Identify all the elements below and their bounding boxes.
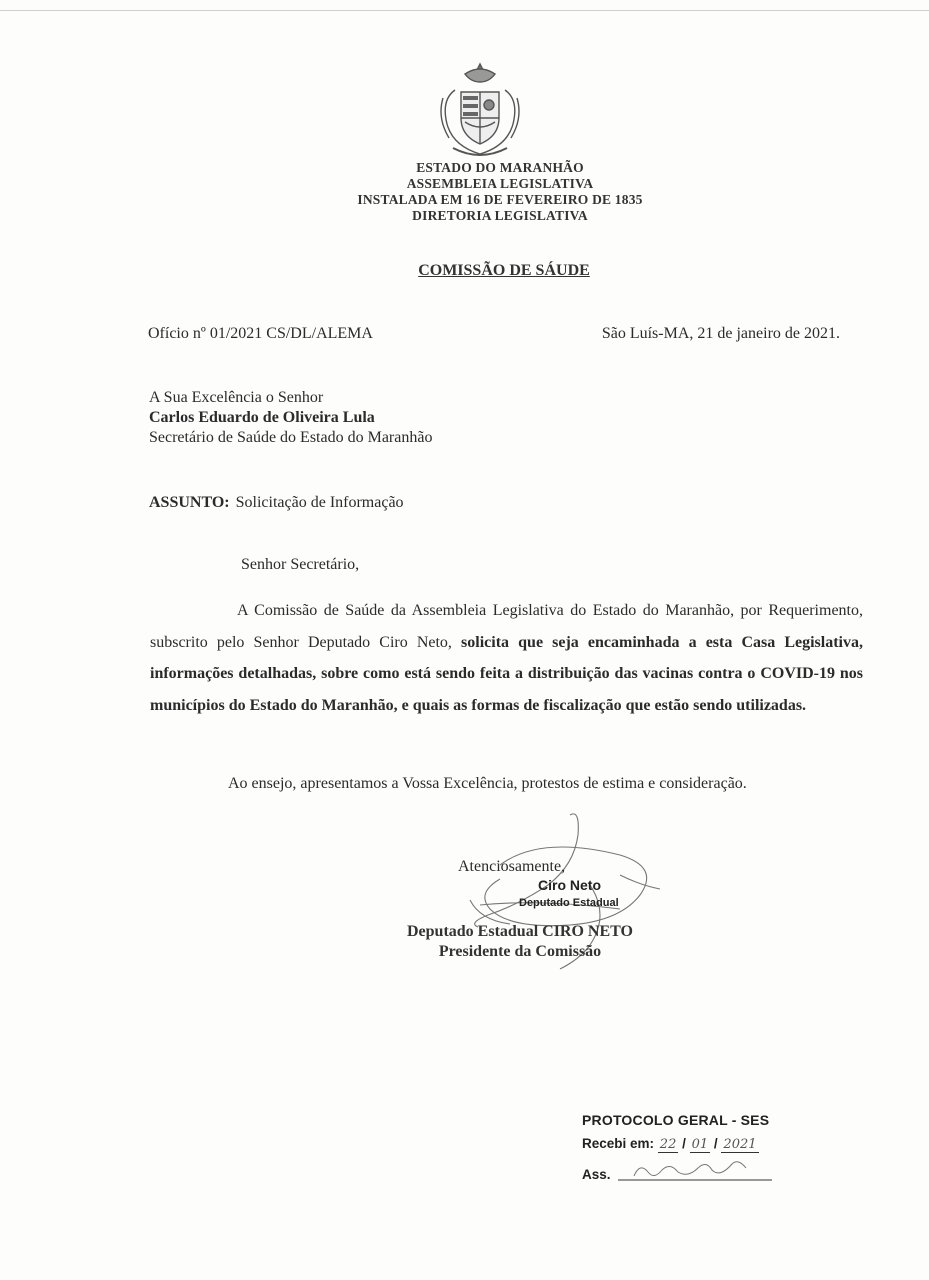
- letterhead-directorate: DIRETORIA LEGISLATIVA: [412, 208, 588, 223]
- protocol-ass-label: Ass.: [582, 1167, 611, 1182]
- addressee-name: Carlos Eduardo de Oliveira Lula: [149, 409, 375, 426]
- signature-stamp-title: Deputado Estadual: [519, 897, 619, 909]
- protocol-signature-icon: [614, 1160, 774, 1182]
- protocol-title: PROTOCOLO GERAL - SES: [582, 1112, 770, 1128]
- protocol-received-day: 22: [659, 1137, 677, 1152]
- scan-edge-line: [0, 10, 929, 11]
- body-request: solicita que seja encaminhada a esta Casa Legislativa, informações detalhadas, sobre como está sendo feita a distribuição das vacinas contra o COVID-19 nos municípios do Estado do Maranhão, e quais as formas de fiscalização que estão sendo utilizadas.: [150, 633, 864, 714]
- addressee-greeting: A Sua Excelência o Senhor: [149, 389, 324, 406]
- subject-label: ASSUNTO:: [149, 494, 230, 511]
- closing-paragraph: Ao ensejo, apresentamos a Vossa Excelência, protestos de estima e consideração.: [228, 775, 747, 792]
- letterhead-installed: INSTALADA EM 16 DE FEVEREIRO DE 1835: [357, 192, 643, 207]
- body-paragraph: [150, 595, 863, 721]
- protocol-stamp: [582, 1112, 774, 1182]
- signer-role: Presidente da Comissão: [438, 943, 602, 960]
- regards-text: Atenciosamente,: [458, 858, 566, 875]
- signer-name: Deputado Estadual CIRO NETO: [407, 923, 633, 940]
- addressee-block: [149, 388, 432, 448]
- letterhead-state: ESTADO DO MARANHÃO: [416, 160, 584, 175]
- addressee-role: Secretário de Saúde do Estado do Maranhão: [149, 429, 433, 446]
- body-intro: A Comissão de Saúde da Assembleia Legislativa do Estado do Maranhão, por Requerimento, subscrito pelo Senhor Deputado Ciro Neto,: [150, 602, 863, 651]
- coat-of-arms-icon: [435, 60, 525, 160]
- signature-stamp-name: Ciro Neto: [538, 877, 601, 893]
- protocol-received-label: Recebi em:: [582, 1136, 655, 1151]
- signer-block: [360, 922, 680, 962]
- letterhead: [200, 160, 800, 224]
- protocol-received-row: Recebi em: 22 / 01 / 2021: [582, 1136, 757, 1152]
- protocol-ass-row: [582, 1160, 774, 1182]
- protocol-received-year: 2021: [723, 1137, 757, 1152]
- letterhead-assembly: ASSEMBLEIA LEGISLATIVA: [406, 176, 594, 191]
- salutation: Senhor Secretário,: [241, 556, 360, 573]
- subject-value: Solicitação de Informação: [235, 494, 404, 511]
- document-date: São Luís-MA, 21 de janeiro de 2021.: [601, 325, 840, 342]
- subject-line: [149, 494, 404, 512]
- document-reference: Ofício nº 01/2021 CS/DL/ALEMA: [148, 325, 373, 342]
- commission-title: COMISSÃO DE SÁUDE: [418, 262, 590, 279]
- protocol-received-month: 01: [691, 1137, 709, 1152]
